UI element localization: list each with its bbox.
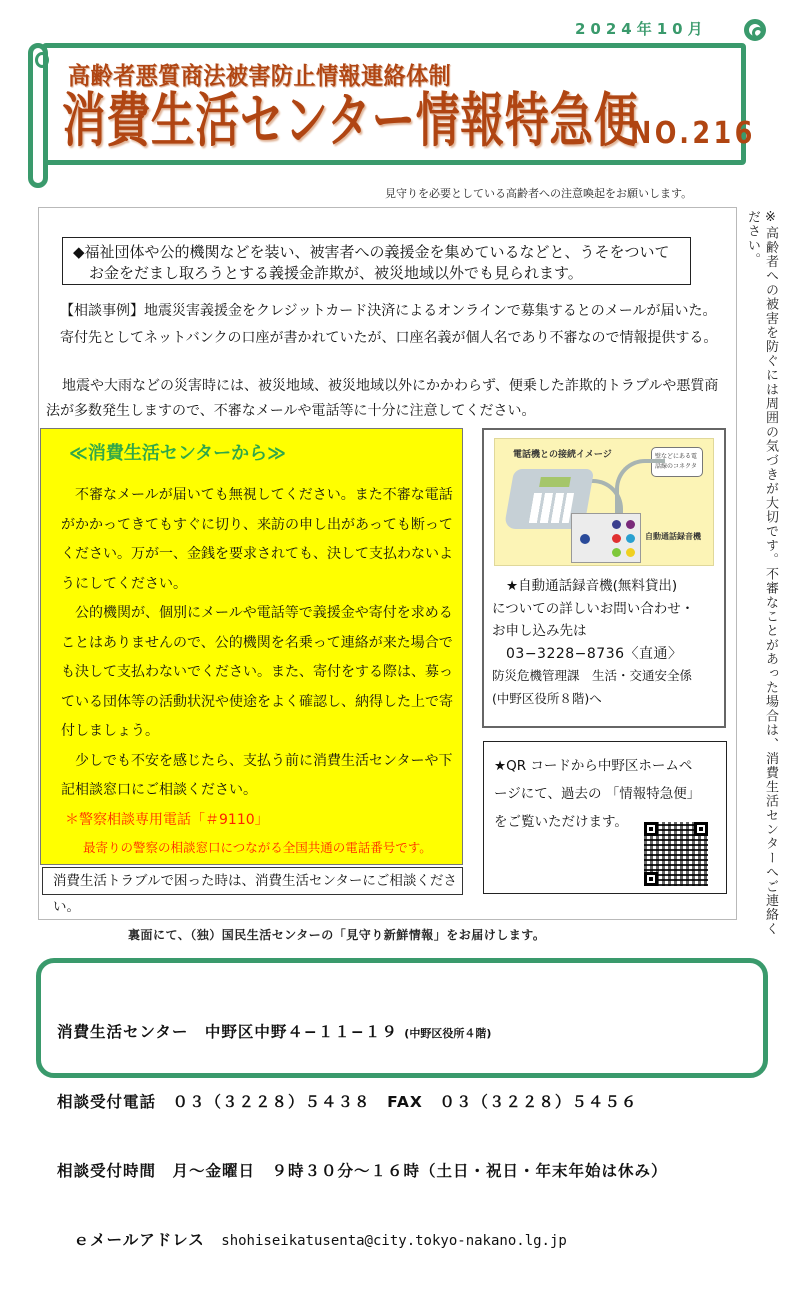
email-link[interactable]: shohiseikatusenta@city.tokyo-nakano.lg.jp — [221, 1233, 567, 1249]
advice-paragraph-3: 少しでも不安を感じたら、支払う前に消費生活センターや下記相談窓口にご相談ください。 — [61, 752, 453, 798]
back-page-notice: 裏面にて、（独）国民生活センターの「見守り新鮮情報」をお届けします。 — [128, 928, 546, 942]
case-line-2: 寄付先としてネットバンクの口座が書かれていたが、口座名義が個人名であり不審なので情報提供する。 — [60, 330, 718, 346]
qr-line-3: をご覧いただけます。 — [494, 814, 628, 830]
recorder-logo-icon — [580, 534, 590, 544]
qr-info-box — [483, 741, 727, 894]
issue-number: NO.216 — [630, 116, 756, 151]
scroll-left-roll-icon — [28, 43, 48, 188]
police-hotline: ＊警察相談専用電話「＃9110」 — [65, 811, 269, 828]
call-recorder-device-icon — [571, 513, 641, 563]
fax-label: FAX — [387, 1093, 423, 1111]
disaster-warning — [46, 374, 731, 424]
consultation-case — [60, 298, 717, 352]
watch-request-notice: 見守りを必要としている高齢者への注意喚起をお願いします。 — [385, 187, 693, 200]
header-subtitle: 高齢者悪質商法被害防止情報連絡体制 — [68, 62, 452, 90]
recorder-floor: (中野区役所８階)へ — [492, 690, 602, 706]
recorder-line-1: ★自動通話録音機(無料貸出) — [506, 578, 678, 594]
contact-email-row — [57, 1229, 668, 1253]
recorder-button-icon — [612, 534, 621, 543]
page-title: 消費生活センター情報特急便 — [62, 86, 639, 156]
center-address-note: (中野区役所４階) — [404, 1027, 492, 1040]
center-advice-text — [61, 481, 453, 861]
illustration-caption: 電話機との接続イメージ — [513, 450, 612, 460]
recorder-button-icon — [626, 520, 635, 529]
qr-line-2: ージにて、過去の 「情報特急便」 — [494, 786, 701, 802]
email-label: ｅメールアドレス — [73, 1231, 205, 1249]
police-hotline-description: 最寄りの警察の相談窓口につながる全国共通の電話番号です。 — [83, 839, 432, 855]
scroll-right-curl-icon — [744, 19, 766, 41]
consult-center-box: 消費生活トラブルで困った時は、消費生活センターにご相談ください。 — [42, 867, 463, 895]
recorder-phone-number: 03−3228−8736〈直通〉 — [506, 645, 683, 662]
connector-label-bubble: 壁などにある電話線のコネクタ — [651, 447, 703, 477]
recorder-button-icon — [612, 520, 621, 529]
contact-lines — [57, 975, 668, 1299]
recorder-button-icon — [626, 548, 635, 557]
advice-paragraph-2: 公的機関が、個別にメールや電話等で義援金や寄付を求めることはありませんので、公的機関を名乗って連絡が来た場合でも決して支払わないでください。また、寄付をする際は、募っている団体等の活動状況や使途をよく確認し、納得した上で寄付しましょう。 — [61, 605, 453, 739]
case-line-1: 【相談事例】地震災害義援金をクレジットカード決済によるオンラインで募集するとのメールが届いた。 — [60, 303, 717, 319]
phone-connection-illustration — [494, 438, 714, 566]
center-name: 消費生活センター — [57, 1023, 189, 1041]
qr-code-icon[interactable] — [644, 822, 708, 886]
issue-date: 2024年10月 — [575, 20, 708, 38]
advice-paragraph-1: 不審なメールが届いても無視してください。また不審な電話がかかってきてもすぐに切り、来訪の申し出があっても断ってください。万が一、金銭を要求されても、決して支払わないようにしてください。 — [61, 487, 453, 592]
qr-line-1: ★QR コードから中野区ホームペ — [494, 758, 693, 774]
warning-line-2: 法が多数発生しますので、不審なメールや電話等に十分に注意してください。 — [46, 403, 536, 419]
recorder-label: 自動通話録音機 — [645, 532, 701, 541]
call-recorder-box — [482, 428, 726, 728]
center-advice-box — [40, 428, 463, 865]
center-advice-title: ≪消費生活センターから≫ — [69, 443, 286, 464]
recorder-button-icon — [626, 534, 635, 543]
hours-value: 月～金曜日 ９時３０分～１６時（土日・祝日・年末年始は休み） — [172, 1162, 668, 1180]
contact-address-row — [57, 1021, 668, 1045]
contact-hours-row — [57, 1160, 668, 1183]
alert-line-2: お金をだまし取ろうとする義援金詐欺が、被災地域以外でも見られます。 — [89, 264, 583, 282]
tel-number: ０３（３２２８）５４３８ — [172, 1093, 371, 1111]
cable-icon — [615, 459, 665, 515]
side-note-vertical: ※高齢者への被害を防ぐには周囲の気づきが大切です。不審なことがあった場合は、消費生活センターへご連絡ください。 — [745, 210, 778, 937]
recorder-department: 防災危機管理課 生活・交通安全係 — [492, 668, 693, 683]
call-recorder-info — [492, 575, 722, 710]
recorder-line-2: についての詳しいお問い合わせ・ — [492, 600, 695, 617]
center-address: 中野区中野４−１１−１９ — [204, 1023, 398, 1041]
hours-label: 相談受付時間 — [57, 1162, 157, 1180]
warning-line-1: 地震や大雨などの災害時には、被災地域、被災地域以外にかかわらず、便乗した詐欺的トラブルや悪質商 — [62, 378, 719, 394]
recorder-line-3: お申し込み先は — [492, 623, 587, 639]
tel-label: 相談受付電話 — [57, 1093, 157, 1111]
alert-box — [62, 237, 691, 285]
contact-info-box — [36, 958, 768, 1249]
alert-line-1: ◆福祉団体や公的機関などを装い、被害者への義援金を集めているなどと、うそをついて — [73, 243, 670, 261]
contact-phone-row — [57, 1091, 668, 1114]
fax-number: ０３（３２２８）５４５６ — [439, 1093, 638, 1111]
recorder-button-icon — [612, 548, 621, 557]
